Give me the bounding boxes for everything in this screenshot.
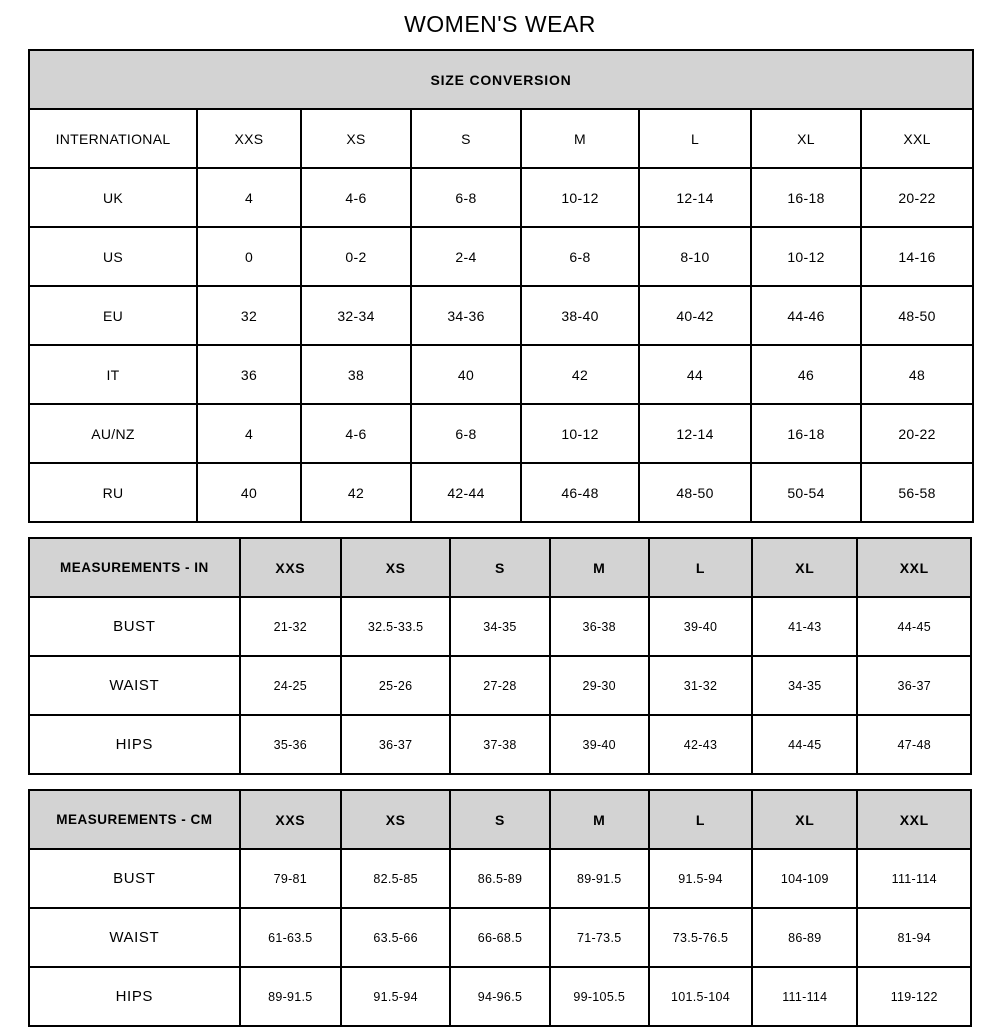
cell-value: 44-46	[751, 286, 861, 345]
cell-value: 32	[197, 286, 301, 345]
cell-value: 0-2	[301, 227, 411, 286]
column-header-s: S	[411, 109, 521, 168]
cell-value: 37-38	[450, 715, 549, 774]
cell-value: 91.5-94	[649, 849, 752, 908]
cell-value: 101.5-104	[649, 967, 752, 1026]
cell-value: 32-34	[301, 286, 411, 345]
row-label: US	[29, 227, 197, 286]
column-header-m: M	[550, 790, 649, 849]
cell-value: 38-40	[521, 286, 639, 345]
row-label: WAIST	[29, 908, 240, 967]
cell-value: 39-40	[649, 597, 752, 656]
row-label: UK	[29, 168, 197, 227]
column-header-xxl: XXL	[861, 109, 973, 168]
table-header-row	[29, 538, 971, 597]
cell-value: 25-26	[341, 656, 450, 715]
cell-value: 66-68.5	[450, 908, 549, 967]
cell-value: 91.5-94	[341, 967, 450, 1026]
cell-value: 6-8	[411, 168, 521, 227]
cell-value: 31-32	[649, 656, 752, 715]
cell-value: 4-6	[301, 168, 411, 227]
measurements-inches-table	[28, 537, 972, 775]
cell-value: 4	[197, 168, 301, 227]
cell-value: 86.5-89	[450, 849, 549, 908]
cell-value: 34-36	[411, 286, 521, 345]
cell-value: 32.5-33.5	[341, 597, 450, 656]
table-header-row	[29, 109, 973, 168]
cell-value: 20-22	[861, 168, 973, 227]
cell-value: 46	[751, 345, 861, 404]
row-label: IT	[29, 345, 197, 404]
row-label: EU	[29, 286, 197, 345]
cell-value: 79-81	[240, 849, 341, 908]
table-row	[29, 715, 971, 774]
column-header-s: S	[450, 790, 549, 849]
cell-value: 39-40	[550, 715, 649, 774]
cell-value: 44-45	[752, 715, 857, 774]
column-header-xs: XS	[341, 790, 450, 849]
section-spacer	[28, 775, 972, 789]
row-label: HIPS	[29, 967, 240, 1026]
cell-value: 41-43	[752, 597, 857, 656]
cell-value: 10-12	[521, 404, 639, 463]
table-row	[29, 908, 971, 967]
cell-value: 24-25	[240, 656, 341, 715]
cell-value: 48-50	[861, 286, 973, 345]
cell-value: 20-22	[861, 404, 973, 463]
table-row	[29, 286, 973, 345]
cell-value: 71-73.5	[550, 908, 649, 967]
table-row	[29, 227, 973, 286]
cell-value: 4	[197, 404, 301, 463]
cell-value: 6-8	[521, 227, 639, 286]
cell-value: 56-58	[861, 463, 973, 522]
column-header-measurements-cm: MEASUREMENTS - CM	[29, 790, 240, 849]
cell-value: 42-43	[649, 715, 752, 774]
row-label: HIPS	[29, 715, 240, 774]
table-header-row	[29, 790, 971, 849]
cell-value: 44-45	[857, 597, 971, 656]
cell-value: 12-14	[639, 404, 751, 463]
column-header-xl: XL	[751, 109, 861, 168]
column-header-l: L	[649, 790, 752, 849]
row-label: AU/NZ	[29, 404, 197, 463]
column-header-m: M	[550, 538, 649, 597]
cell-value: 29-30	[550, 656, 649, 715]
cell-value: 36	[197, 345, 301, 404]
cell-value: 35-36	[240, 715, 341, 774]
row-label: WAIST	[29, 656, 240, 715]
row-label: RU	[29, 463, 197, 522]
page-title: WOMEN'S WEAR	[404, 11, 596, 37]
cell-value: 94-96.5	[450, 967, 549, 1026]
cell-value: 2-4	[411, 227, 521, 286]
table-row	[29, 463, 973, 522]
table-row	[29, 345, 973, 404]
cell-value: 36-37	[341, 715, 450, 774]
cell-value: 40-42	[639, 286, 751, 345]
cell-value: 40	[411, 345, 521, 404]
column-header-international: INTERNATIONAL	[29, 109, 197, 168]
cell-value: 47-48	[857, 715, 971, 774]
cell-value: 44	[639, 345, 751, 404]
column-header-l: L	[649, 538, 752, 597]
column-header-xxs: XXS	[240, 790, 341, 849]
size-conversion-banner: SIZE CONVERSION	[29, 50, 973, 109]
column-header-xxs: XXS	[240, 538, 341, 597]
cell-value: 111-114	[857, 849, 971, 908]
cell-value: 42	[301, 463, 411, 522]
cell-value: 36-37	[857, 656, 971, 715]
column-header-xl: XL	[752, 538, 857, 597]
column-header-measurements-in: MEASUREMENTS - IN	[29, 538, 240, 597]
cell-value: 46-48	[521, 463, 639, 522]
cell-value: 12-14	[639, 168, 751, 227]
column-header-xl: XL	[752, 790, 857, 849]
cell-value: 10-12	[521, 168, 639, 227]
cell-value: 81-94	[857, 908, 971, 967]
cell-value: 42	[521, 345, 639, 404]
cell-value: 119-122	[857, 967, 971, 1026]
cell-value: 40	[197, 463, 301, 522]
cell-value: 89-91.5	[550, 849, 649, 908]
cell-value: 16-18	[751, 168, 861, 227]
table-row	[29, 168, 973, 227]
cell-value: 27-28	[450, 656, 549, 715]
cell-value: 4-6	[301, 404, 411, 463]
column-header-xxl: XXL	[857, 538, 971, 597]
table-banner-row	[29, 50, 973, 109]
cell-value: 61-63.5	[240, 908, 341, 967]
table-row	[29, 849, 971, 908]
column-header-xxl: XXL	[857, 790, 971, 849]
cell-value: 89-91.5	[240, 967, 341, 1026]
section-spacer	[28, 523, 972, 537]
cell-value: 73.5-76.5	[649, 908, 752, 967]
cell-value: 48	[861, 345, 973, 404]
size-conversion-table	[28, 49, 974, 523]
table-row	[29, 404, 973, 463]
column-header-xs: XS	[301, 109, 411, 168]
cell-value: 86-89	[752, 908, 857, 967]
cell-value: 42-44	[411, 463, 521, 522]
cell-value: 38	[301, 345, 411, 404]
cell-value: 6-8	[411, 404, 521, 463]
cell-value: 63.5-66	[341, 908, 450, 967]
cell-value: 111-114	[752, 967, 857, 1026]
cell-value: 21-32	[240, 597, 341, 656]
cell-value: 34-35	[752, 656, 857, 715]
measurements-centimeters-table	[28, 789, 972, 1027]
cell-value: 34-35	[450, 597, 549, 656]
cell-value: 50-54	[751, 463, 861, 522]
table-row	[29, 967, 971, 1026]
column-header-m: M	[521, 109, 639, 168]
column-header-s: S	[450, 538, 549, 597]
cell-value: 104-109	[752, 849, 857, 908]
cell-value: 8-10	[639, 227, 751, 286]
column-header-l: L	[639, 109, 751, 168]
cell-value: 36-38	[550, 597, 649, 656]
row-label: BUST	[29, 849, 240, 908]
column-header-xxs: XXS	[197, 109, 301, 168]
row-label: BUST	[29, 597, 240, 656]
cell-value: 10-12	[751, 227, 861, 286]
cell-value: 16-18	[751, 404, 861, 463]
cell-value: 0	[197, 227, 301, 286]
cell-value: 82.5-85	[341, 849, 450, 908]
cell-value: 14-16	[861, 227, 973, 286]
table-row	[29, 597, 971, 656]
table-row	[29, 656, 971, 715]
cell-value: 48-50	[639, 463, 751, 522]
column-header-xs: XS	[341, 538, 450, 597]
cell-value: 99-105.5	[550, 967, 649, 1026]
